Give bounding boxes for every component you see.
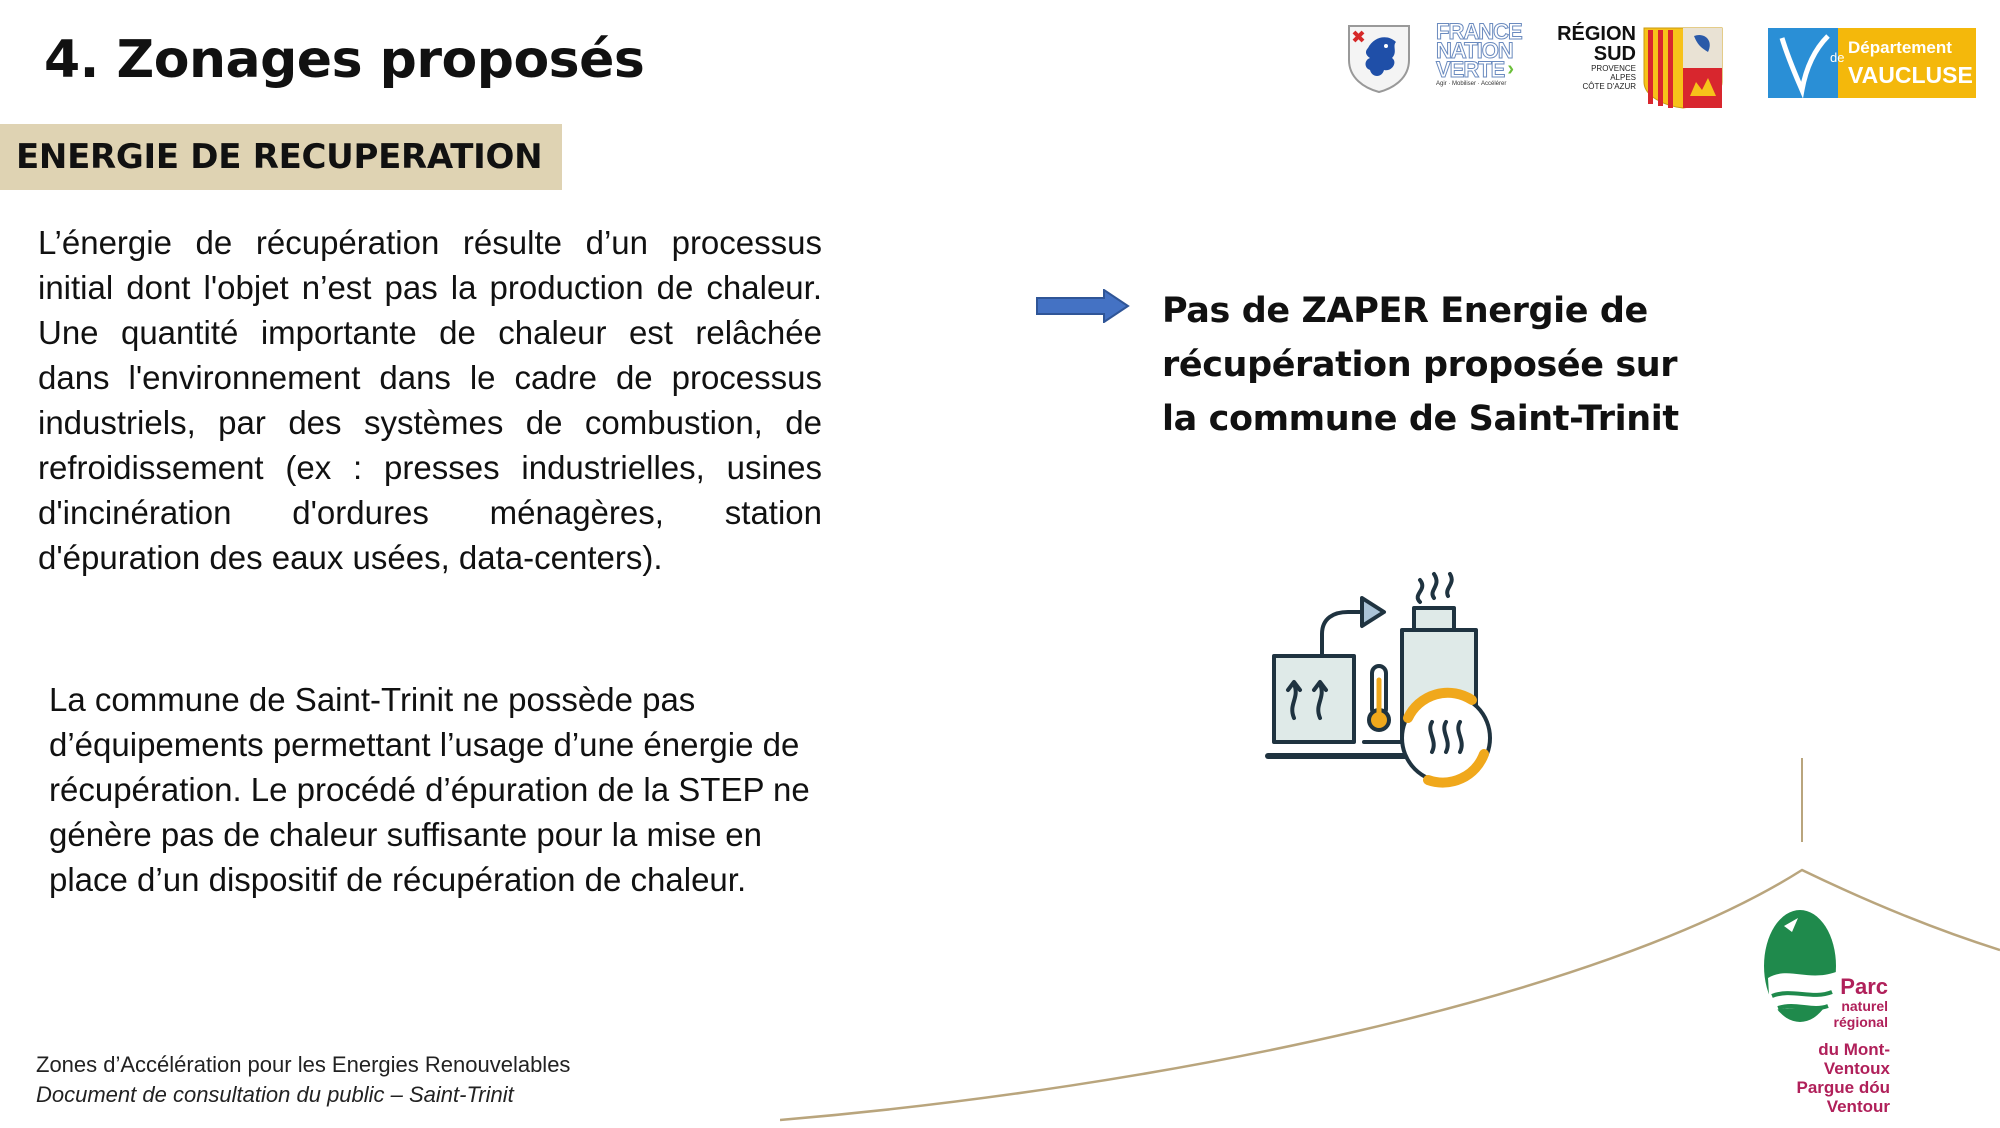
- commune-paragraph: La commune de Saint-Trinit ne possède pas d’équipements permettant l’usage d’une énergie de récupération. Le procédé d’épuration de la STEP ne génère pas de chaleur suffisante pour la mise en place d’un dispositif de récupération de chaleur.: [49, 681, 810, 898]
- conclusion-callout: Pas de ZAPER Energie de récupération proposée sur la commune de Saint-Trinit: [1162, 291, 1679, 439]
- footer-title: Zones d’Accélération pour les Energies Renouvelables: [36, 1052, 571, 1077]
- coat-of-arms-icon: [1346, 22, 1412, 94]
- vaucluse-logo: de Département VAUCLUSE: [1768, 28, 1976, 98]
- parc-logo-subtext: du Mont-Ventoux Pargue dóu Ventour: [1796, 1040, 1890, 1116]
- region-sud-shield-icon: [1642, 26, 1724, 110]
- section-heading: ENERGIE DE RECUPERATION: [0, 124, 562, 190]
- intro-paragraph: L’énergie de récupération résulte d’un processus initial dont l'objet n’est pas la production de chaleur. Une quantité importante de chaleur est relâchée dans l'environnement dans le cadre de processus industriels, par des systèmes de combustion, de refroidissement (ex : presses industrielles, usines d'incinération d'ordures ménagères, station d'épuration des eaux usées, data-centers).: [38, 224, 822, 576]
- france-nation-verte-logo: FRANCE NATION VERTE › Agir · Mobiliser · Accélérer: [1436, 19, 1522, 87]
- parc-logo-text: Parc naturel régional: [1833, 974, 1888, 1030]
- heat-recovery-plant-icon: [1262, 568, 1502, 800]
- footer-subtitle: Document de consultation du public – Saint-Trinit: [36, 1082, 514, 1107]
- vaucluse-emblem-icon: [1768, 28, 1838, 98]
- page-title: 4. Zonages proposés: [44, 30, 645, 90]
- blue-arrow-icon: [1036, 289, 1130, 323]
- green-chevron-icon: ›: [1507, 58, 1515, 80]
- region-sud-logo-text: RÉGION SUD PROVENCE ALPES CÔTE D'AZUR: [1557, 23, 1636, 91]
